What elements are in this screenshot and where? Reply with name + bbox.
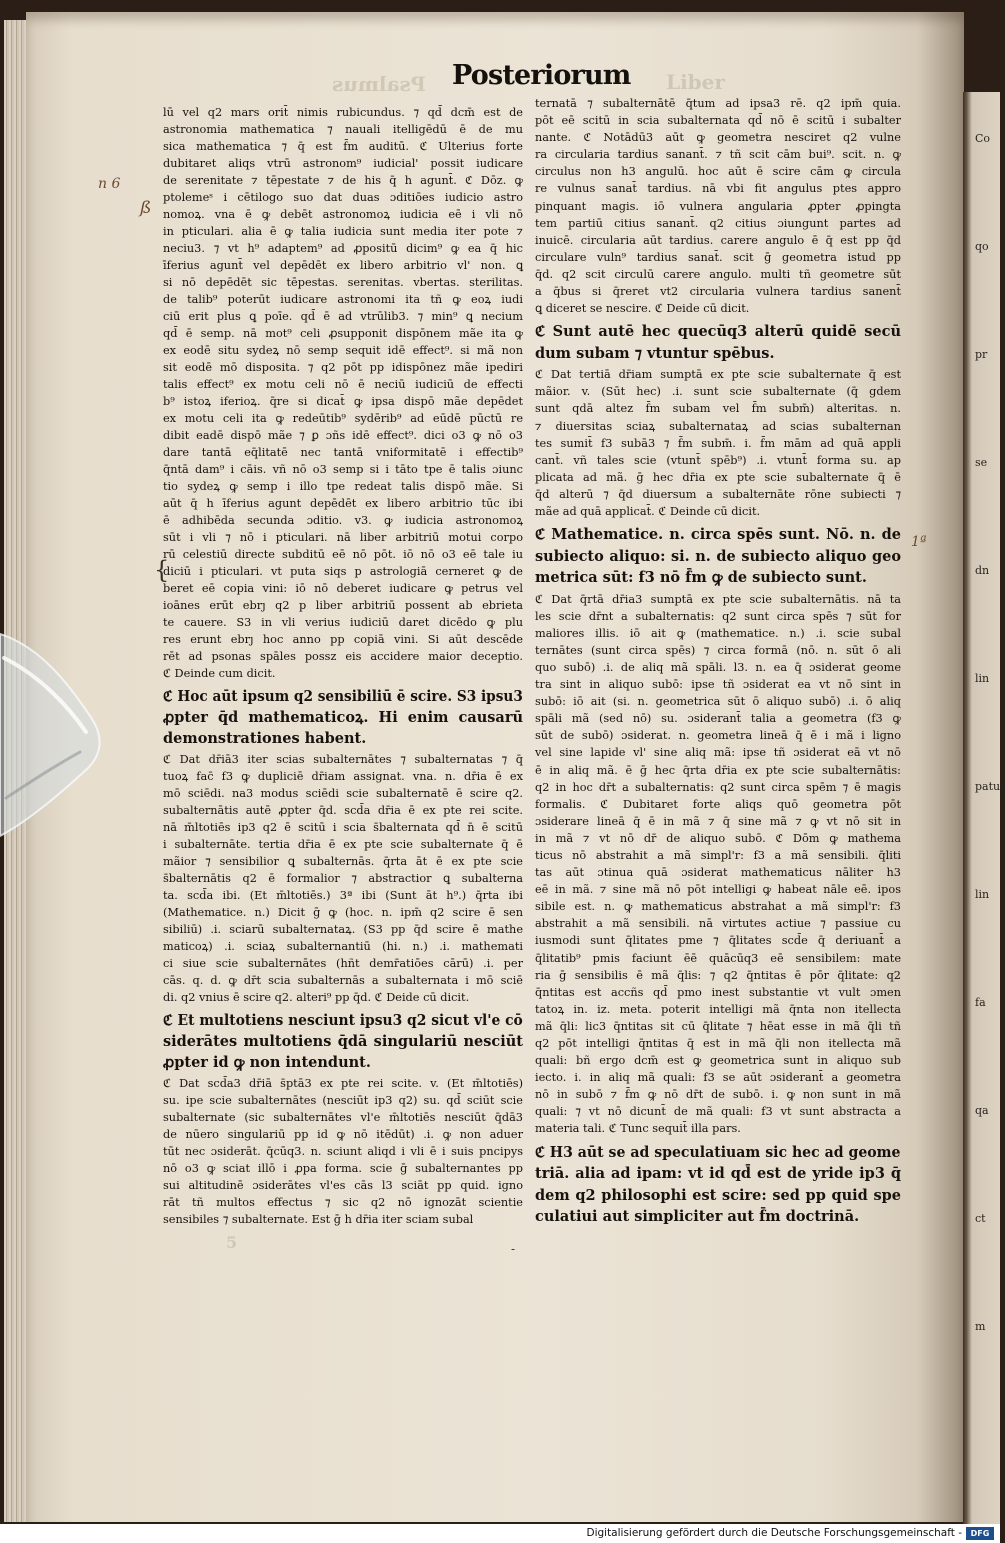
lemma-block [163,686,523,749]
marginal-note-right: 1ª [911,534,927,550]
commentary-line: q2 pōt intelligi q̄ntitas q̄ est in mã q̄li non itellecta mã [535,1037,901,1050]
commentary-line: ℭ Dat dr̄iā3 iter scias subalternātes ⁊ subalternatas ⁊ q̄ [163,753,523,766]
commentary-line: res erunt ebrȷ hoc anno pp copiā vini. Si aūt descēde [163,633,523,646]
commentary-line: nō in subō ⁊ f̄m ꝙ nō dr̄t de subō. i. ꝙ non sunt in mã [535,1088,901,1102]
commentary-line: diciū i pticulari. vt puta siqs p astrologiā cerneret ꝙ de [163,565,523,578]
commentary-line: mãior. v. (Sūt hec) .i. sunt scie subalternate (q̄ gdem [535,385,901,399]
lemma-line: ℭ H3 aūt se ad speculatiuam sic hec ad geome [535,1143,901,1161]
commentary-line: formalis. ℭ Dubitaret forte aliqs quō geometra pōt [535,797,901,811]
commentary-line: b⁹ istoꝝ iferioꝝ. q̄re si dicat̄ ꝙ ipsa dispō mãe depēdet [163,395,523,408]
commentary-line: pōt eē scitū in scia subalternata qd̄ nō ē scitū i subalter [535,114,901,128]
commentary-line: nā m̄ltotiēs ip3 q2 ē scitū i scia s̄balternata qd̄ n̄ ē scitū [163,821,523,834]
commentary-line: talis effect⁹ ex motu celi nō ē neciū iudiciū de effecti [163,378,523,391]
commentary-line: ℭ Dat tertiā dr̄iam sumptā ex pte scie subalternate q̄ est [535,368,901,382]
lemma-line: ꝓpter id ꝙ non intendunt. [163,1054,371,1071]
footer-bar [0,1524,1000,1543]
commentary-line: ꝗ diceret se nescire. ℭ Deide cū dicit. [535,302,750,316]
commentary-line: ℭ Dat scd̄a3 dr̄iā s̄ptā3 ex pte rei scite. v. (Et m̄ltotiēs) [163,1077,523,1090]
commentary-line: de serenitate ⁊ tēpestate ⁊ de his q̄ h agunt̄. ℭ Dōz. ꝙ [163,174,523,187]
commentary-line: sibiliū) .i. sciarū subalternataꝝ. (S3 pp q̄d scire ē mathe [163,923,523,936]
commentary-line: spāli mã (sed nō) su. ɔsiderant̄ talia a geometra (f3 ꝙ [535,712,901,726]
commentary-line: sūt de subō) ɔsiderat. n. geometra lineā q̄ ē i mã i ligno [535,729,901,743]
commentary-line: sensibiles ⁊ subalternate. Est ḡ h dr̄ia iter sciam subal [163,1213,474,1226]
commentary-line: su. ipe scie subalternātes (nesciūt ip3 q2) su. qd̄ sciūt scie [163,1094,523,1107]
commentary-line: de talib⁹ poterūt iudicare astronomi ita tñ ꝙ eoꝝ iudi [163,293,523,306]
commentary-line: sūt i vli ⁊ nō i pticulari. nā liber arbitriū motui corpo [163,531,523,544]
adjacent-page-fragment: qo [975,240,989,253]
commentary-line: cās. q. d. ꝙ dr̄t scia subalternās a subalternata i mō sciē [163,974,523,987]
commentary-line: abstrahit a mã sensibili. nā virtutes actiue ⁊ passiue cu [535,917,901,931]
commentary-line: ē adhibēda secunda ɔditio. v3. ꝙ iudicia astronomoꝝ [163,514,523,527]
marginal-note-symbol: ß [140,198,152,218]
left-text-column [163,104,523,1228]
commentary-line: ci siue scie subalternātes (hñt demr̄atiōes cārū) .i. per [163,957,523,970]
commentary-line: q̄ntā dam⁹ i cāis. vñ nō o3 semp si i tāto tpe ē talis ɔiunc [163,463,523,476]
commentary-line: ta. scd̄a ibi. (Et m̄ltotiēs.) 3ª ibi (Sunt āt h⁹.) q̄rta ibi [163,889,523,902]
commentary-line: tūt nec ɔsiderāt. q̄cūq3. n. sciunt aliqd i vli ē i suis pncipys [163,1145,523,1158]
commentary-line: plicata ad mã. ḡ hec dr̄ia ex pte scie subalternate q̄ ē [535,470,901,484]
commentary-line: ternatā ⁊ subalternātē q̄tum ad ipsa3 rē. q2 ipm̄ quia. [535,97,901,110]
commentary-line: cant̄. vñ tales scie (vtunt̄ spēb⁹) .i. vtunt̄ forma su. ap [535,453,901,467]
adjacent-page-fragment: se [975,456,988,469]
commentary-line: in mã ⁊ vt nō dr̄ de aliquo subō. ℭ Dōm ꝙ mathema [535,831,901,845]
commentary-line: re vulnus sanat̄ tardius. nā vbi fit angulus ptes appro [535,182,901,196]
commentary-line: rū celestiū directe subditū eē nō pōt. iō nō o3 eē tale iu [163,548,523,561]
adjacent-page-fragment: lin [975,672,990,685]
commentary-line: materia tali. ℭ Tunc sequit̄ illa pars. [535,1122,741,1136]
commentary-line: quali: ⁊ vt nō dicunt̄ de mã quali: f3 vt sunt abstracta a [535,1105,901,1119]
lemma-line: subiecto aliquo: si. n. de subiecto aliquo geo [535,547,901,565]
commentary-line: ℭ Dat q̄rtā dr̄ia3 sumptā ex pte scie subalternātis. nā ta [535,592,901,606]
commentary-line: ex motu celi ita ꝙ redeūtib⁹ sydērib⁹ ad eūdē pūctū re [163,412,523,425]
commentary-line: iecto. i. in aliq mã quali: f3 se aūt ɔsiderant̄ a geometra [535,1071,901,1085]
commentary-line: tio sydeꝝ ꝙ semp i illo tpe redeat talis dispō mãe. Si [163,480,523,493]
commentary-line: subalternātis autē ꝓpter q̄d. scd̄a dr̄ia ē ex pte rei scite. [163,804,523,817]
commentary-line: ra circularia tardius sanant̄. ⁊ tñ scit cām bui⁹. scit. n. ꝙ [535,148,901,162]
show-through-text-bottom: 5 [226,1233,238,1252]
lemma-line: ꝓpter q̄d mathematicoꝝ. Hi enim causarū [163,709,523,726]
commentary-block [535,366,901,520]
commentary-line: pinquant magis. iō vulnera angularia ꝓpter ꝓpingta [535,199,901,213]
marginal-brace: { [154,556,170,584]
commentary-line: maliores illis. iō ait ꝙ (mathematice. n.) .i. scie subal [535,626,901,640]
glass-page-weight [0,628,112,840]
commentary-line: astronomia mathematica ⁊ nauali itelligēdū ē de mu [163,123,523,136]
commentary-line: qd̄ ē semp. nā mot⁹ celi ꝓsupponit dispōnem mãe ita ꝙ [163,327,523,340]
commentary-block [163,751,523,1006]
lemma-block [535,524,901,589]
commentary-line: si nō depēdēt sic tēpestas. serenitas. vbertas. sterilitas. [163,276,523,289]
lemma-block [535,321,901,364]
lemma-block [535,1142,901,1228]
commentary-line: subalternate (sic subalternātes vl'e m̄ltotiēs nesciūt q̄dā3 [163,1111,523,1124]
commentary-line: rēt ad psonas spāles possz eis accidere maior deceptio. [163,650,523,663]
commentary-line: tem partiū citius sanant̄. q2 citius ɔiungunt partes ad [535,216,901,230]
adjacent-page-fragment: fa [975,996,986,1009]
commentary-line: q̄ntitas est accñs qd̄ pmo inest substantie vt vult ɔmen [535,985,901,999]
footer-credit: Digitalisierung gefördert durch die Deutsche Forschungsgemeinschaft - [586,1527,962,1539]
commentary-line: mō sciēdi. na3 modus sciēdi scie subalternatē ē scire q2. [163,787,523,800]
adjacent-page [963,92,1005,1524]
commentary-line: vel sine lapide vl' sine aliq mã: ipse tñ ɔsiderat eā vt nō [535,746,901,760]
commentary-line: tes sumit̄ f3 subā3 ⁊ f̄m subm̄. i. f̄m mām ad quā appli [535,436,901,450]
commentary-line: s̄balternātis q2 ē formalior ⁊ abstractior ꝗ subalterna [163,872,523,885]
commentary-line: les scie dr̄nt a subalternatis: q2 sunt circa spēs ⁊ sūt for [535,609,901,623]
commentary-line: sibile est. n. ꝙ mathematicus abstrahat a mã simpl'r: f3 [535,900,901,914]
commentary-line: ptolemeˢ i cētilogo suo dat duas ɔditiōes iudicio astro [163,191,523,204]
show-through-text-right: Liber [666,70,725,94]
running-head: Posteriorum [452,60,631,91]
commentary-line: nante. ℭ Notādū3 aūt ꝙ geometra nesciret q2 vulne [535,131,901,145]
commentary-line: sui altitudinē ɔsiderātes vl'es cās l3 sciāt pp quid. igno [163,1179,523,1192]
commentary-line: di. q2 vnius ē scire q2. alteri⁹ pp q̄d. ℭ Deide cū dicit. [163,991,470,1004]
commentary-line: i subalternāte. tertia dr̄ia ē ex pte scie subalternate q̄ ē [163,838,523,851]
adjacent-page-fragment: pr [975,348,988,361]
commentary-line: ex eodē situ sydeꝝ nō semp sequit idē effect⁹. si mã non [163,344,523,357]
lemma-line: ℭ Hoc aūt ipsum q2 sensibiliū ē scire. S3 ipsu3 [163,688,523,705]
commentary-line: te cauere. S3 in vli verius iudiciū daret dicēdo ꝙ plu [163,616,523,629]
lemma-line: ℭ Sunt autē hec quecūq3 alterū quidē secū [535,323,901,341]
commentary-line: ℭ Deinde cum dicit. [163,667,276,680]
adjacent-page-fragment: patur [975,780,1005,793]
commentary-line: de nūero singulariū pp id ꝙ nō itēdūt) .i. ꝙ non aduer [163,1128,523,1141]
commentary-line: aūt q̄ h īferius agunt depēdēt ex libero arbitrio tūc ibi [163,497,523,510]
commentary-line: ɔsiderare lineā q̄ ē in mã ⁊ q̄ sine mã ⁊ ꝙ vt nō sit in [535,814,901,828]
commentary-line: mãior ⁊ sensibilior ꝗ subalternās. q̄rta āt ē ex pte scie [163,855,523,868]
commentary-block [535,591,901,1138]
commentary-line: tra sint in aliquo subō: ipse tñ ɔsiderat ea vt nō sint in [535,678,901,692]
lemma-line: dum subam ⁊ vtuntur spēbus. [535,344,775,362]
commentary-line: tatoꝝ in. iz. meta. poterit intelligi mã q̄nta non itellecta [535,1002,901,1016]
commentary-block [163,104,523,682]
lemma-line: metrica sūt: f3 nō f̄m ꝙ de subiecto sunt. [535,569,867,587]
commentary-line: q̄d alterū ⁊ q̄d diuersum a subalternāte rōne subiecti ⁊ [535,487,901,501]
commentary-line: (Mathematice. n.) Dicit ḡ ꝙ (hoc. n. ipm̄ q2 scire ē sen [163,906,523,919]
commentary-line: inuicē. circularia aūt tardius. carere angulo ē q̄ est pp q̄d [535,233,901,247]
commentary-line: circulare vuln⁹ tardius sanat̄. scit ḡ geometra istud pp [535,250,901,264]
lemma-line: ℭ Et multotiens nesciunt ipsu3 q2 sicut vl'e cō [163,1012,523,1029]
commentary-line: ē in aliq mã. ē ḡ hec q̄rta dr̄ia ex pte scie subalternātis: [535,763,901,777]
lemma-line: ℭ Mathematice. n. circa spēs sunt. Nō. n. de [535,526,901,544]
commentary-line: quo subō) .i. de aliq mã spāli. l3. n. ea q̄ ɔsiderat geome [535,660,901,674]
commentary-line: sunt qdā altez f̄m subam vel f̄m subm̄) alteritas. n. [535,402,901,416]
commentary-line: tas aūt ɔtinua quā ɔsiderat mathematicus nāliter h3 [535,866,901,880]
adjacent-page-fragment: Co [975,132,991,145]
commentary-line: ciū erit plus ꝗ poīe. qd̄ ē ad vtrūlib3. ⁊ min⁹ ꝗ necium [163,310,523,323]
commentary-line: q̄d. q2 scit circulū carere angulo. multi tñ geometre sūt [535,267,901,281]
commentary-block [535,95,901,317]
adjacent-page-fragment: lin [975,888,990,901]
adjacent-page-fragment: dn [975,564,990,577]
commentary-line: neciu3. ⁊ vt h⁹ adaptem⁹ ad ꝓpositū dicim⁹ ꝙ ea q̄ hic [163,242,523,255]
lemma-line: culatiui aut simpliciter aut f̄m doctrinā. [535,1208,860,1226]
commentary-line: iusmodi sunt q̄litates pme ⁊ q̄litates scd̄e q̄ deriuant̄ a [535,934,901,948]
commentary-line: ternātes (sunt circa spēs) ⁊ circa formā (nō. n. sūt ō ali [535,643,901,657]
commentary-line: dibit eadē dispō mãe ⁊ ꝑ ɔñs idē effect⁹. dici o3 ꝙ nō o3 [163,429,523,442]
commentary-line: a q̄bus si q̄reret vt2 circularia vulnera tardius sanent̄ [535,285,901,299]
commentary-line: dare tantā eq̄litatē nec tantā vniformitatē i effectib⁹ [163,446,523,459]
commentary-line: maticoꝝ) .i. sciaꝝ subalternantiū (hi. n.) .i. mathemati [163,940,523,953]
commentary-block [163,1075,523,1228]
commentary-line: ticus nō abstrahit a mã simpl'r: f3 a mã sensibili. q̄liti [535,848,901,862]
show-through-text-left: Psalmus [332,72,426,96]
printer-mark: - [511,1242,516,1256]
adjacent-page-fragment: ct [975,1212,986,1225]
commentary-line: tuoꝝ fac̄ f3 ꝙ dupliciē dr̄iam assignat. vna. n. dr̄ia ē ex [163,770,523,783]
commentary-line: mãe ad quā applicat̄. ℭ Deinde cū dicit. [535,504,761,518]
marginal-note-n6: n 6 [98,176,121,192]
commentary-line: subō: iō ait (si. n. geometrica sūt ō aliquo subō) .i. ō aliq [535,695,901,709]
commentary-line: ⁊ diuersitas sciaꝝ subalternataꝝ ad scias subalternan [535,419,901,433]
lemma-line: dem q2 philosophi est scire: sed pp quid spe [535,1186,901,1204]
commentary-line: circulus non h3 angulū. hoc aūt ē scire cām ꝙ circula [535,165,901,179]
right-text-column [535,95,901,1228]
adjacent-page-fragment: qa [975,1104,989,1117]
adjacent-page-fragment: m [975,1320,986,1333]
commentary-line: quali: bñ ergo dcm̄ est ꝙ geometrica sunt in aliquo sub [535,1054,901,1068]
commentary-line: nomoꝝ. vna ē ꝙ debēt astronomoꝝ iudicia eē i vli nō [163,208,523,221]
commentary-line: ria ḡ sensibilis ē mã q̄lis: ⁊ q2 q̄ntitas ē pōr q̄litate: q2 [535,968,901,982]
commentary-line: in pticulari. alia ē ꝙ talia iudicia sunt media iter pote ⁊ [163,225,523,238]
commentary-line: rāt tñ multos effectus ⁊ sic q2 nō ignozāt scientie [163,1196,523,1209]
commentary-line: q2 in hoc dr̄t a subalternatis: q2 sunt circa spēm ⁊ ē magis [535,780,901,794]
commentary-line: beret eē copia vini: iō nō deberet iudicare ꝙ petrus vel [163,582,523,595]
commentary-line: dubitaret aliqs vtrū astronom⁹ iudicial' possit iudicare [163,157,523,170]
dfg-logo: DFG [966,1527,994,1540]
commentary-line: ioānes erūt ebrȷ q2 p liber arbitriū possent ab ebrieta [163,599,523,612]
commentary-line: eē in mã. ⁊ sine mã nō pōt intelligi ꝙ habeat nāle eē. ipos [535,883,901,897]
lemma-line: demonstrationes habent. [163,730,367,747]
commentary-line: mã q̄li: lic3 q̄ntitas sit cū q̄litate ⁊ hēat esse in mã q̄li tñ [535,1019,901,1033]
lemma-line: siderātes multotiens q̄dā singulariū nesciūt [163,1033,523,1050]
commentary-line: q̄litatib⁹ pmis faciunt ēē quācūq3 eē sensibilem: mate [535,951,901,965]
commentary-line: lū vel q2 mars orit̄ nimis rubicundus. ⁊ qd̄ dcm̄ est de [163,106,523,119]
commentary-line: nō o3 ꝙ sciat illō i ꝓpa forma. scie ḡ subalternantes pp [163,1162,523,1175]
lemma-line: triā. alia ad ipam: vt id qd̄ est de yride ip3 q̄ [535,1165,901,1183]
commentary-line: sit eodē mō disposita. ⁊ q2 pōt pp idispōnez mãe ipediri [163,361,523,374]
commentary-line: īferius agunt̄ vel depēdēt ex libero arbitrio vl' non. ꝗ [163,259,523,272]
lemma-block [163,1010,523,1073]
commentary-line: sica mathematica ⁊ q̄ est f̄m auditū. ℭ Ulterius forte [163,140,523,153]
